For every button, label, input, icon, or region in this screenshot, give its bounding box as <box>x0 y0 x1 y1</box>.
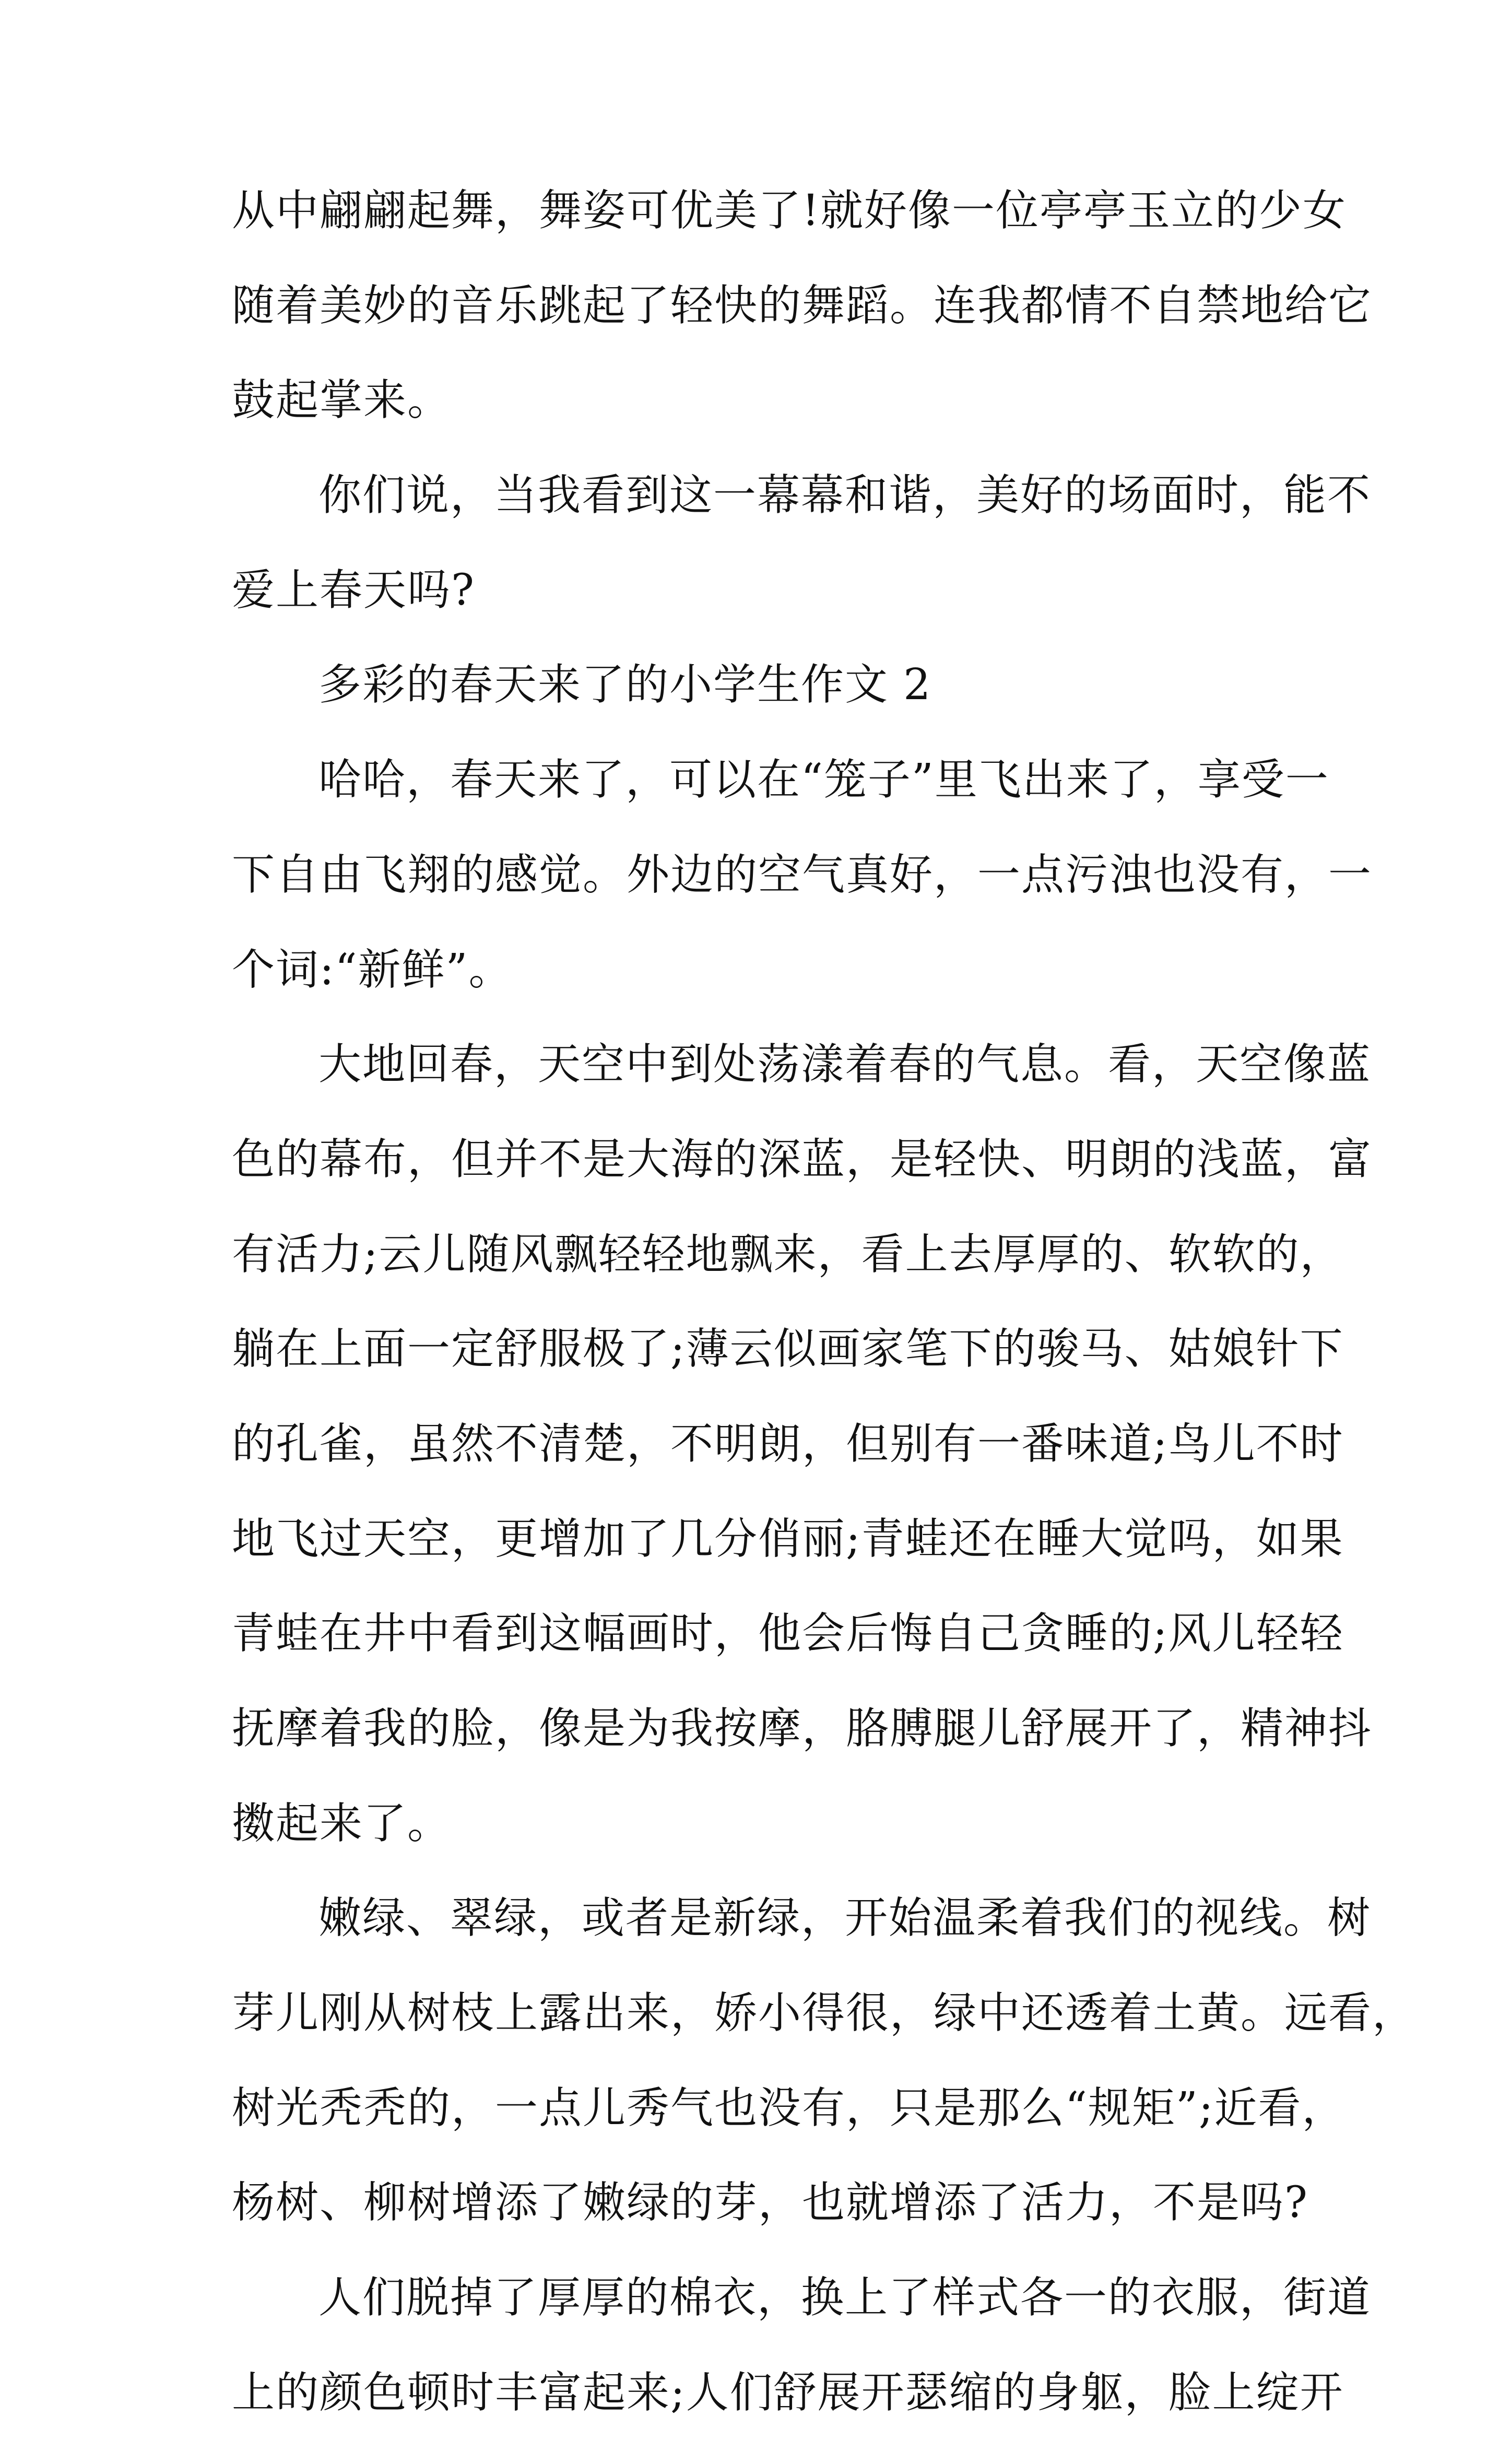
text-line: 的孔雀，虽然不清楚，不明朗，但别有一番味道;鸟儿不时 <box>232 1419 1344 1469</box>
text-line: 色的幕布，但并不是大海的深蓝，是轻快、明朗的浅蓝，富 <box>232 1134 1373 1184</box>
text-line: 哈哈，春天来了，可以在“笼子”里飞出来了，享受一 <box>318 755 1329 805</box>
text-line: 多彩的春天来了的小学生作文 2 <box>318 660 932 710</box>
text-line: 个词:“新鲜”。 <box>232 945 513 995</box>
text-line: 上的颜色顿时丰富起来;人们舒展开瑟缩的身躯，脸上绽开 <box>232 2367 1344 2418</box>
text-line: 杨树、柳树增添了嫩绿的芽，也就增添了活力，不是吗? <box>232 2178 1308 2228</box>
text-line: 人们脱掉了厚厚的棉衣，换上了样式各一的衣服，街道 <box>318 2273 1372 2323</box>
text-line: 嫩绿、翠绿，或者是新绿，开始温柔着我们的视线。树 <box>318 1893 1372 1943</box>
text-line: 鼓起掌来。 <box>232 375 452 426</box>
text-line: 躺在上面一定舒服极了;薄云似画家笔下的骏马、姑娘针下 <box>232 1324 1344 1374</box>
essay-text <box>232 186 1416 2464</box>
text-line: 大地回春，天空中到处荡漾着春的气息。看，天空像蓝 <box>318 1040 1372 1090</box>
text-line: 树光秃秃的，一点儿秀气也没有，只是那么“规矩”;近看， <box>232 2083 1346 2133</box>
text-line: 下自由飞翔的感觉。外边的空气真好，一点污浊也没有，一 <box>232 850 1373 900</box>
text-line: 随着美妙的音乐跳起了轻快的舞蹈。连我都情不自禁地给它 <box>232 280 1373 331</box>
text-line: 你们说，当我看到这一幕幕和谐，美好的场面时，能不 <box>318 470 1372 521</box>
text-line: 地飞过天空，更增加了几分俏丽;青蛙还在睡大觉吗，如果 <box>232 1514 1344 1564</box>
text-line: 有活力;云儿随风飘轻轻地飘来，看上去厚厚的、软软的， <box>232 1229 1344 1279</box>
text-line: 芽儿刚从树枝上露出来，娇小得很，绿中还透着土黄。远看， <box>232 1988 1416 2038</box>
text-line: 青蛙在井中看到这幅画时，他会后悔自己贪睡的;风儿轻轻 <box>232 1609 1344 1659</box>
text-line: 抚摩着我的脸，像是为我按摩，胳膊腿儿舒展开了，精神抖 <box>232 1704 1373 1753</box>
text-line: 擞起来了。 <box>232 1798 452 1848</box>
text-line: 爱上春天吗? <box>232 565 475 615</box>
text-line: 从中翩翩起舞，舞姿可优美了!就好像一位亭亭玉立的少女 <box>232 186 1347 235</box>
